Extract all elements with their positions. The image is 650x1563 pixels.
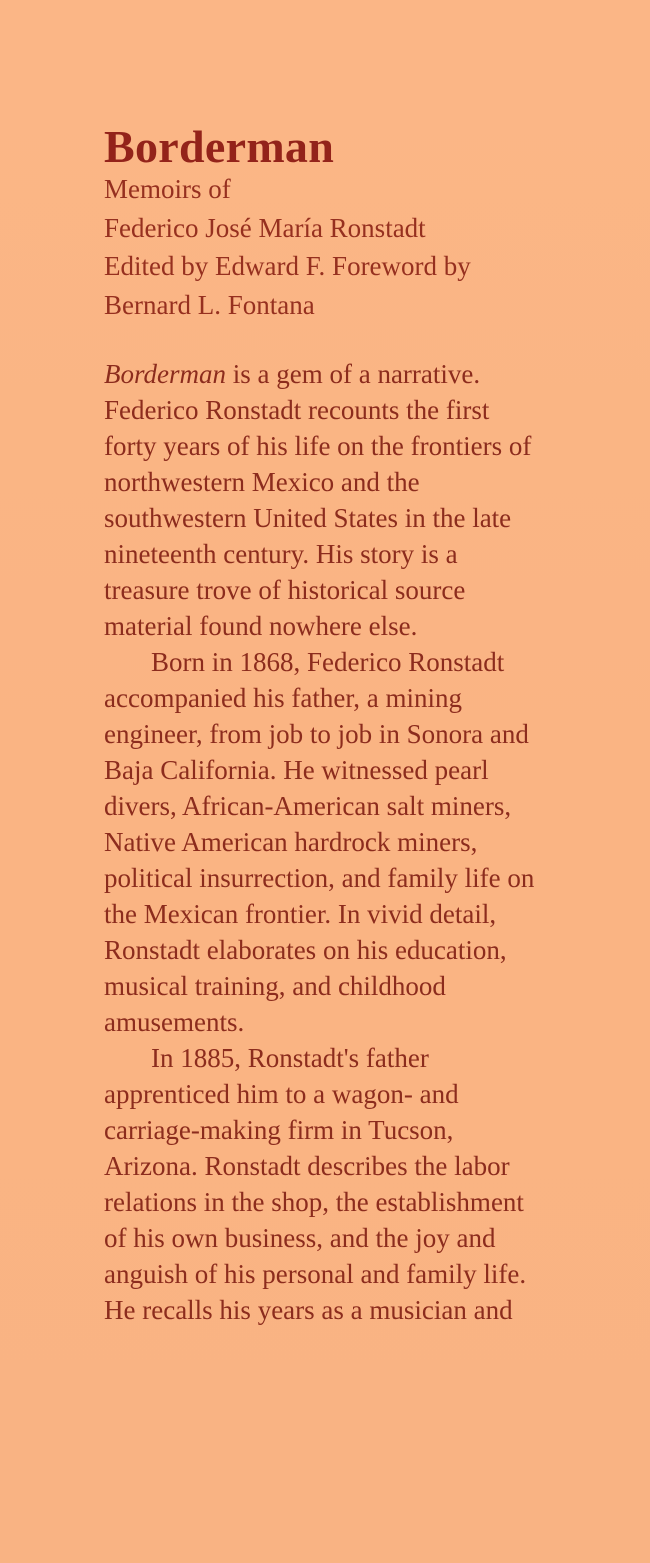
- byline-line: Federico José María Ronstadt: [104, 212, 426, 243]
- book-title: Borderman: [104, 121, 335, 172]
- body-line: Baja California. He witnessed pearl: [104, 755, 489, 785]
- body-line: accompanied his father, a mining: [104, 683, 463, 713]
- body-line: anguish of his personal and family life.: [104, 1259, 527, 1289]
- body-line: amusements.: [104, 1007, 245, 1037]
- book-title-italic: Borderman: [104, 359, 226, 389]
- body-line: musical training, and childhood: [104, 971, 446, 1001]
- body-line: forty years of his life on the frontiers of: [104, 431, 532, 461]
- body-line: nineteenth century. His story is a: [104, 539, 458, 569]
- body-line: [104, 356, 644, 392]
- body-line: divers, African-American salt miners,: [104, 791, 512, 821]
- byline: [104, 170, 624, 324]
- body-line: Ronstadt elaborates on his education,: [104, 935, 507, 965]
- body-line: Federico Ronstadt recounts the first: [104, 395, 490, 425]
- body-line: Arizona. Ronstadt describes the labor: [104, 1151, 510, 1181]
- body-line: northwestern Mexico and the: [104, 467, 420, 497]
- body-line: of his own business, and the joy and: [104, 1223, 496, 1253]
- body-line-rest: is a gem of a narrative.: [226, 359, 481, 389]
- description-text: [104, 356, 644, 1328]
- body-line: engineer, from job to job in Sonora and: [104, 719, 529, 749]
- body-line: political insurrection, and family life on: [104, 863, 535, 893]
- body-line: southwestern United States in the late: [104, 503, 512, 533]
- paragraph-start-line: In 1885, Ronstadt's father: [151, 1043, 429, 1073]
- body-line: carriage-making firm in Tucson,: [104, 1115, 454, 1145]
- paragraph-start-line: Born in 1868, Federico Ronstadt: [151, 647, 505, 677]
- body-line: treasure trove of historical source: [104, 575, 466, 605]
- byline-line: Bernard L. Fontana: [104, 289, 315, 320]
- body-line: He recalls his years as a musician and: [104, 1295, 513, 1325]
- body-line: Native American hardrock miners,: [104, 827, 478, 857]
- byline-line: Edited by Edward F. Foreword by: [104, 251, 471, 281]
- body-line: relations in the shop, the establishment: [104, 1187, 524, 1217]
- body-line: the Mexican frontier. In vivid detail,: [104, 899, 497, 929]
- byline-line: Memoirs of: [104, 174, 231, 204]
- body-line: material found nowhere else.: [104, 611, 418, 641]
- body-line: apprenticed him to a wagon- and: [104, 1079, 459, 1109]
